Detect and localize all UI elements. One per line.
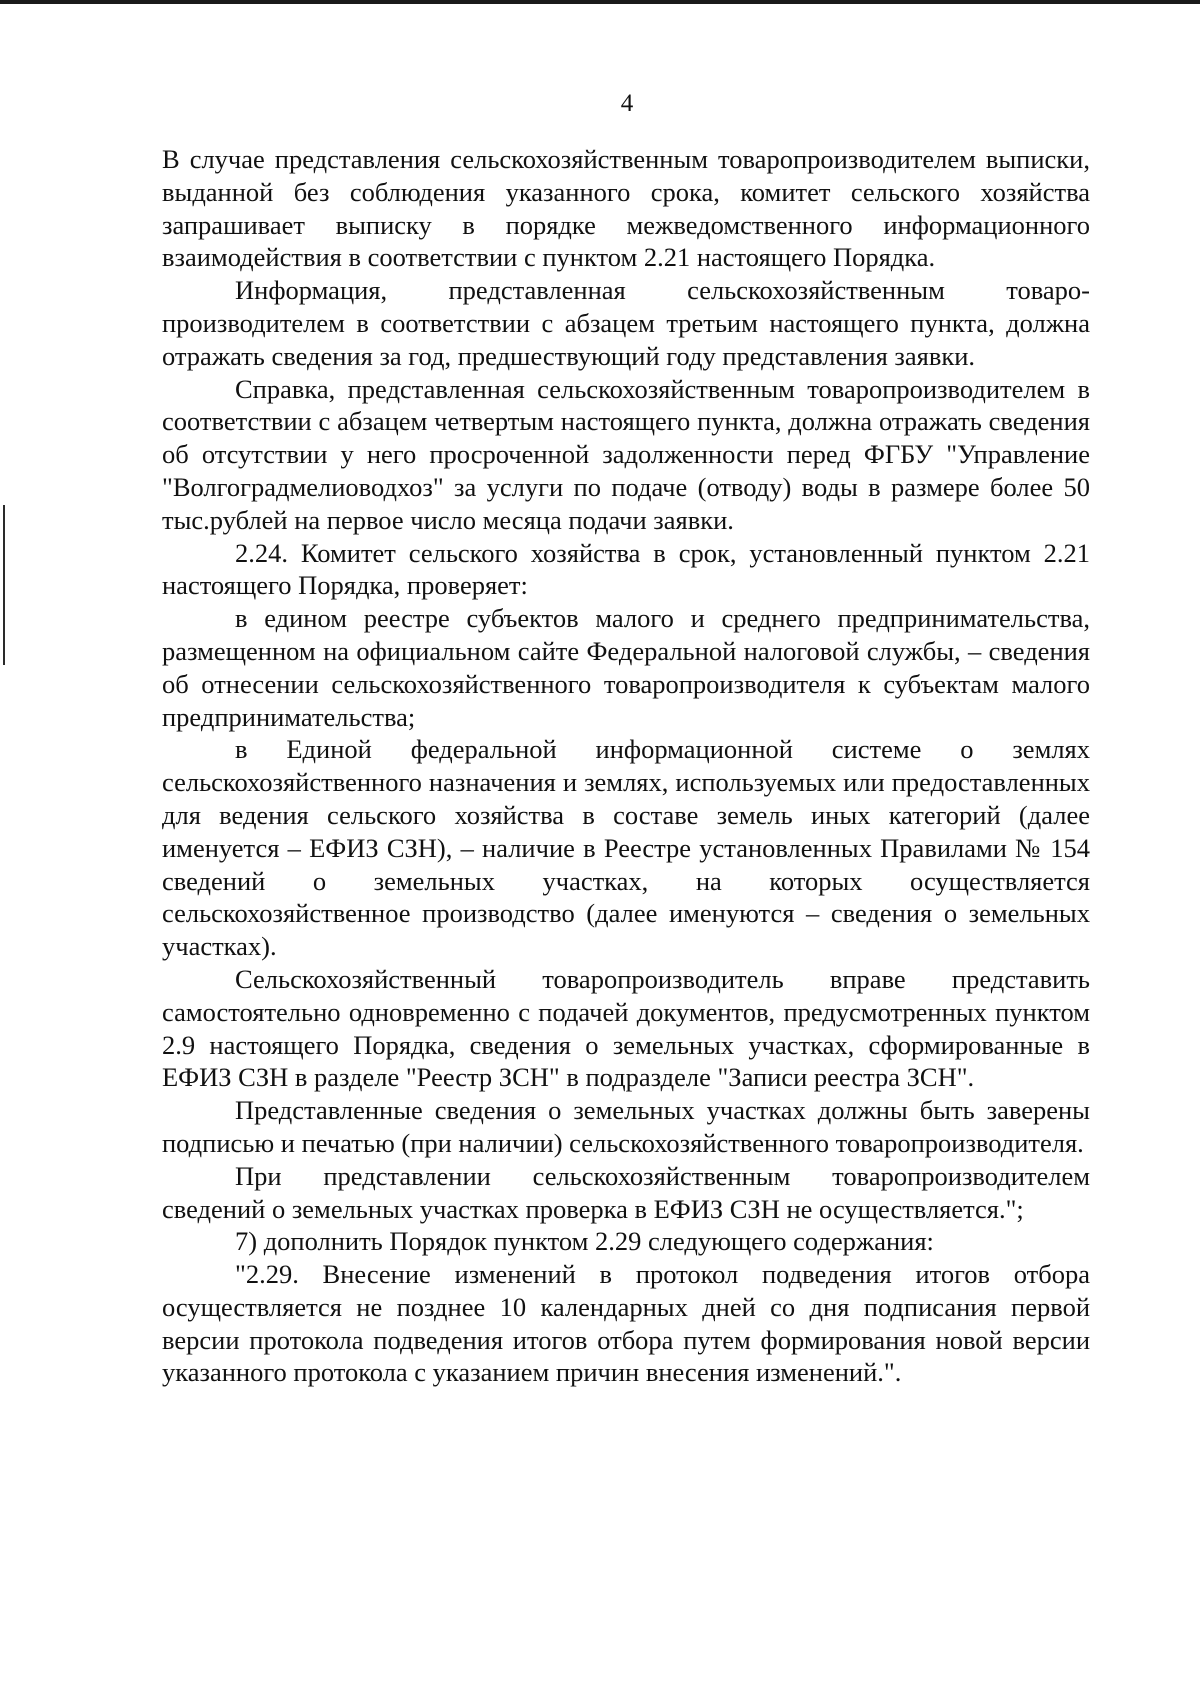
paragraph-sme-registry-check: в едином реестре субъектов малого и среднего предпринимательства, размещенном на официальном сайте Федеральной налоговой службы, – сведения об отнесении сельскохозяйственного товаропроизводителя к субъектам малого предпринимательства; bbox=[162, 603, 1090, 732]
paragraph-efiz-szn-check: в Единой федеральной информационной системе о землях сельскохозяйственного назначения и землях, используемых или предоставленных для ведения сельского хозяйства в составе земель иных категорий (далее именуется – ЕФИЗ СЗН), – наличие в Реестре установленных Правилами № 154 сведений о земельных участках, на которых осуществляется сельскохозяйственное производство (далее именуются – сведения о земельных участках). bbox=[162, 734, 1090, 962]
paragraph-clause-2-29: "2.29. Внесение изменений в протокол подведения итогов отбора осуществляется не позднее 10 календарных дней со дня подписания первой версии протокола подведения итогов отбора путем формирования новой версии указанного протокола с указанием причин внесения изменений.". bbox=[162, 1259, 1090, 1388]
paragraph-information-requirements: Информация, представленная сельскохозяйственным товаропроизводителем в соответствии с абзацем третьим настоящего пункта, должна отражать сведения за год, предшествующий году представления заявки. bbox=[162, 275, 1090, 371]
scan-top-border bbox=[0, 0, 1200, 4]
page-number: 4 bbox=[620, 90, 634, 117]
paragraph-land-plot-self-submission: Сельскохозяйственный товаропроизводитель вправе представить самостоятельно одновременно с подачей документов, предусмотренных пунктом 2.9 настоящего Порядка, сведения о земельных участках, сформированные в ЕФИЗ СЗН в разделе "Реестр ЗСН" в подразделе "Записи реестра ЗСН". bbox=[162, 963, 1090, 1093]
paragraph-no-verification: При представлении сельскохозяйственным товаропроизводителем сведений о земельных участках проверка в ЕФИЗ СЗН не осуществляется."; bbox=[162, 1160, 1090, 1224]
scan-left-edge-mark bbox=[3, 505, 5, 665]
paragraph-amendment-item-7: 7) дополнить Порядок пунктом 2.29 следующего содержания: bbox=[235, 1226, 934, 1257]
paragraph-certification-of-information: Представленные сведения о земельных участках должны быть заверены подписью и печатью (при наличии) сельскохозяйственного товаропроизводителя. bbox=[162, 1095, 1090, 1158]
paragraph-extract-request: В случае представления сельскохозяйственным товаропроизводителем выписки, выданной без соблюдения указанного срока, комитет сельского хозяйства запрашивает выписку в порядке межведомственного информационного взаимодействия в соответствии с пунктом 2.21 настоящего Порядка. bbox=[162, 144, 1090, 273]
document-body bbox=[162, 143, 1090, 1389]
paragraph-clause-2-24: 2.24. Комитет сельского хозяйства в срок, установленный пунктом 2.21 настоящего Порядка, проверяет: bbox=[162, 537, 1090, 601]
paragraph-certificate-requirements: Справка, представленная сельскохозяйственным товаропроизводителем в соответствии с абзацем четвертым настоящего пункта, должна отражать сведения об отсутствии у него просроченной задолженности перед ФГБУ "Управление "Волгоградмелиоводхоз" за услуги по подаче (отводу) воды в размере более 50 тыс.рублей на первое число месяца подачи заявки. bbox=[162, 373, 1090, 535]
